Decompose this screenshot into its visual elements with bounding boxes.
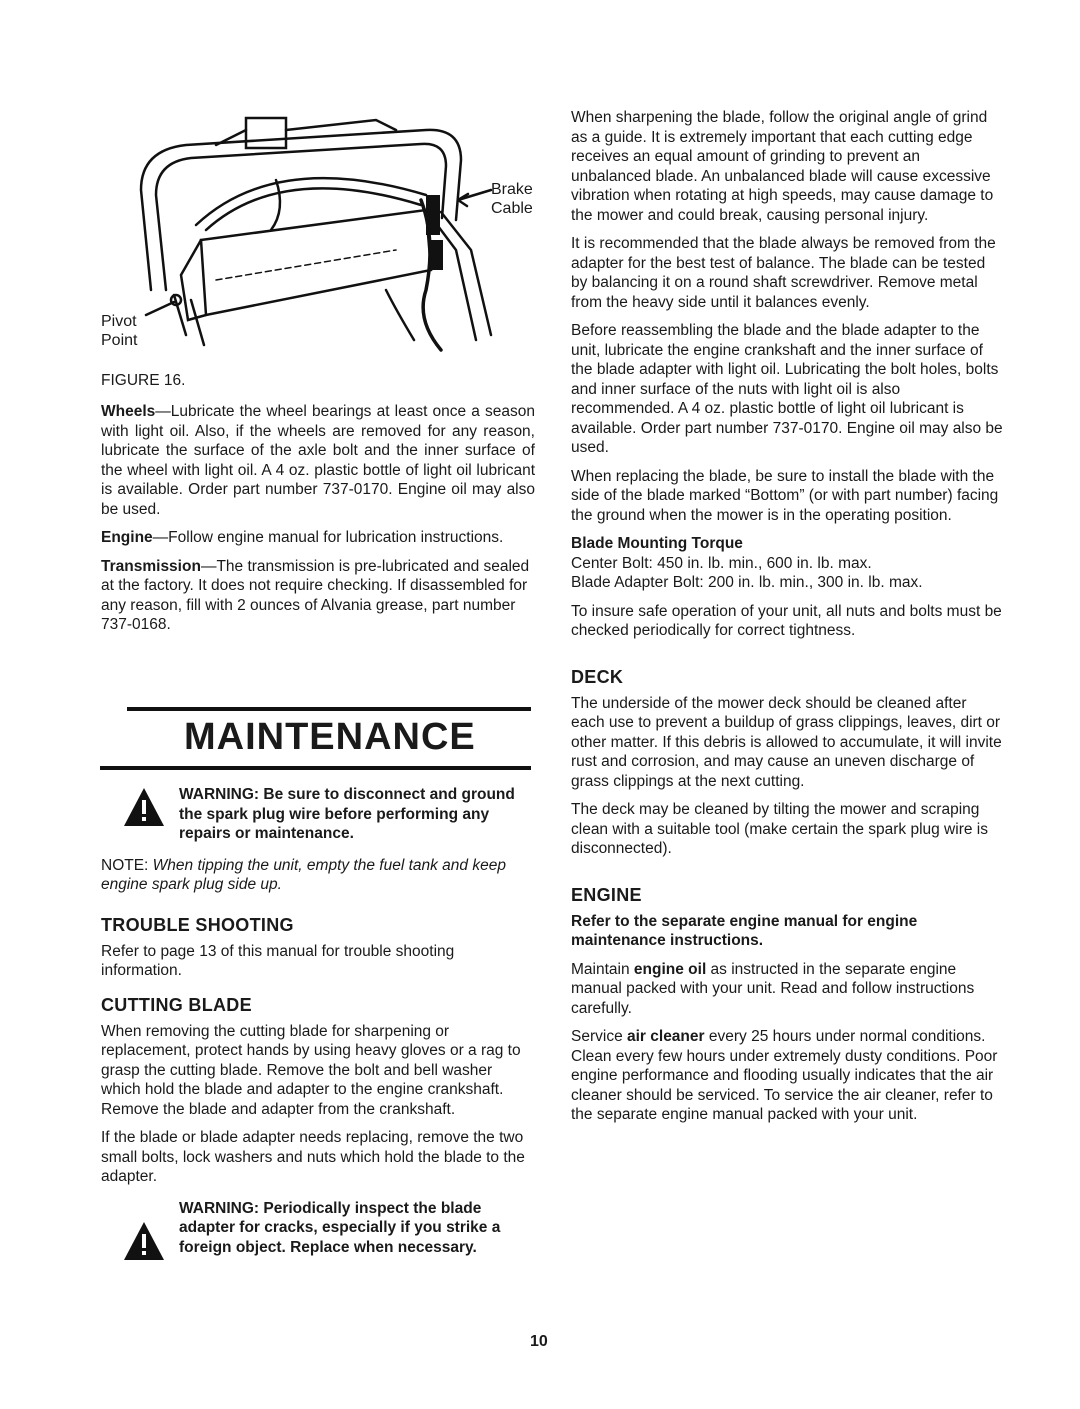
engine-text: —Follow engine manual for lubrication instructions. [152, 529, 504, 546]
cutting-blade-p2: If the blade or blade adapter needs replacing, remove the two small bolts, lock washers and nuts which hold the blade to the adapter. [101, 1129, 525, 1185]
engine-manual-note: Refer to the separate engine manual for engine maintenance instructions. [571, 912, 918, 949]
warning-inspect-blade-text: WARNING: Periodically inspect the blade adapter for cracks, especially if you strike a foreign object. Replace when necessary. [179, 1199, 501, 1256]
engine-heading: ENGINE [571, 884, 642, 905]
air-text-a: Service [571, 1028, 627, 1045]
torque-center-bolt: Center Bolt: 450 in. lb. min., 600 in. lb. max. [571, 554, 872, 572]
transmission-text: —The transmission is pre-lubricated and sealed at the factory. It does not require checking. If disassembled for any reason, fill with 2 ounces of Alvania grease, part number 737-0168. [101, 557, 530, 633]
air-cleaner-paragraph [571, 1027, 1003, 1125]
pivot-point-label: Pivot Point [101, 313, 138, 349]
air-text-c: every 25 hours under normal conditions. Clean every few hours under extremely dusty conditions. Poor engine performance and flooding usually indicates that the air cleaner should be serviced. To service the air cleaner, refer to the separate engine manual packed with your unit. [571, 1028, 998, 1123]
note-text: When tipping the unit, empty the fuel tank and keep engine spark plug side up. [101, 856, 506, 893]
wheels-text: —Lubricate the wheel bearings at least once a season with light oil. Also, if the wheels are removed for any reason, lubricate the surface of the axle bolt and the inner surface of the wheel with light oil. A 4 oz. plastic bottle of light oil lubricant is available. Order part number 737-0170. Engine oil may also be used. [101, 403, 535, 518]
figure-16 [96, 100, 536, 400]
replacing-paragraph: When replacing the blade, be sure to install the blade with the side of the blade marked “Bottom” (or with part number) facing the ground when the mower is in the operating position. [571, 467, 999, 524]
left-lower-column [101, 785, 535, 1257]
deck-heading: DECK [571, 666, 624, 687]
torque-title: Blade Mounting Torque [571, 535, 743, 552]
wheels-paragraph [101, 402, 535, 519]
left-column [101, 402, 535, 644]
safety-paragraph: To insure safe operation of your unit, all nuts and bolts must be checked periodically for correct tightness. [571, 602, 1002, 639]
cutting-blade-heading: CUTTING BLADE [101, 994, 252, 1015]
balance-paragraph: It is recommended that the blade always be removed from the adapter for the best test of balance. The blade can be tested by balancing it on a round shaft screwdriver. Remove metal from the heavy side until it balances evenly. [571, 235, 996, 311]
note-paragraph [101, 856, 535, 895]
oil-text-c: as instructed in the separate engine manual packed with your unit. Read and follow instructions carefully. [571, 960, 975, 1017]
warning-disconnect [101, 785, 535, 844]
trouble-shooting-heading: TROUBLE SHOOTING [101, 914, 294, 935]
transmission-paragraph [101, 557, 535, 635]
deck-p2: The deck may be cleaned by tilting the mower and scraping clean with a suitable tool (make certain the spark plug wire is disconnected). [571, 801, 988, 857]
engine-term: Engine [101, 529, 153, 546]
sharpening-paragraph: When sharpening the blade, follow the original angle of grind as a guide. It is extremely important that each cutting edge receives an equal amount of grinding to prevent an unbalanced blade. An unbalanced blade will cause excessive vibration when rotating at high speeds, may cause damage to the mower and could break, causing personal injury. [571, 109, 994, 224]
oil-term: engine oil [633, 960, 707, 978]
reassembly-paragraph: Before reassembling the blade and the blade adapter to the unit, lubricate the engine crankshaft and the inner surface of the blade adapter with light oil. Lubricating the bolt holes, bolts and inner surface of the nuts with light oil is also recommended. A 4 oz. plastic bottle of light oil lubricant is available. Order part number 737-0170. Engine oil may also be used. [571, 322, 1003, 456]
maintenance-title: MAINTENANCE [184, 716, 476, 758]
handle-brake-illustration [96, 100, 536, 370]
trouble-shooting-text: Refer to page 13 of this manual for trouble shooting information. [101, 942, 455, 979]
engine-lube-paragraph [101, 528, 535, 548]
warning-triangle-icon [123, 1221, 165, 1261]
oil-text-a: Maintain [571, 960, 634, 978]
engine-oil-paragraph [571, 960, 1003, 1019]
wheels-term: Wheels [101, 403, 156, 420]
deck-p1: The underside of the mower deck should be cleaned after each use to prevent a buildup of grass clippings, leaves, dirt or other matter. If this debris is allowed to accumulate, it will invite rust and corrosion, and may cause an uneven discharge of grass clippings at the next cutting. [571, 694, 1002, 790]
right-column [571, 108, 1003, 1134]
maintenance-top-rule [127, 707, 531, 711]
warning-triangle-icon [123, 787, 165, 827]
warning-disconnect-text: WARNING: Be sure to disconnect and ground the spark plug wire before performing any repairs or maintenance. [179, 786, 515, 842]
brake-cable-label: Brake Cable [491, 181, 533, 217]
torque-adapter-bolt: Blade Adapter Bolt: 200 in. lb. min., 300 in. lb. max. [571, 574, 923, 591]
page-number: 10 [530, 1333, 548, 1350]
note-label: NOTE: [101, 856, 149, 874]
warning-inspect-blade [101, 1199, 535, 1258]
maintenance-bottom-rule [100, 766, 531, 770]
transmission-term: Transmission [101, 557, 201, 575]
air-term: air cleaner [627, 1028, 705, 1045]
cutting-blade-p1: When removing the cutting blade for sharpening or replacement, protect hands by using heavy gloves or a rag to grasp the cutting blade. Remove the bolt and bell washer which hold the blade and adapter to the engine crankshaft. Remove the blade and adapter from the crankshaft. [101, 1022, 521, 1118]
figure-caption: FIGURE 16. [101, 372, 186, 389]
